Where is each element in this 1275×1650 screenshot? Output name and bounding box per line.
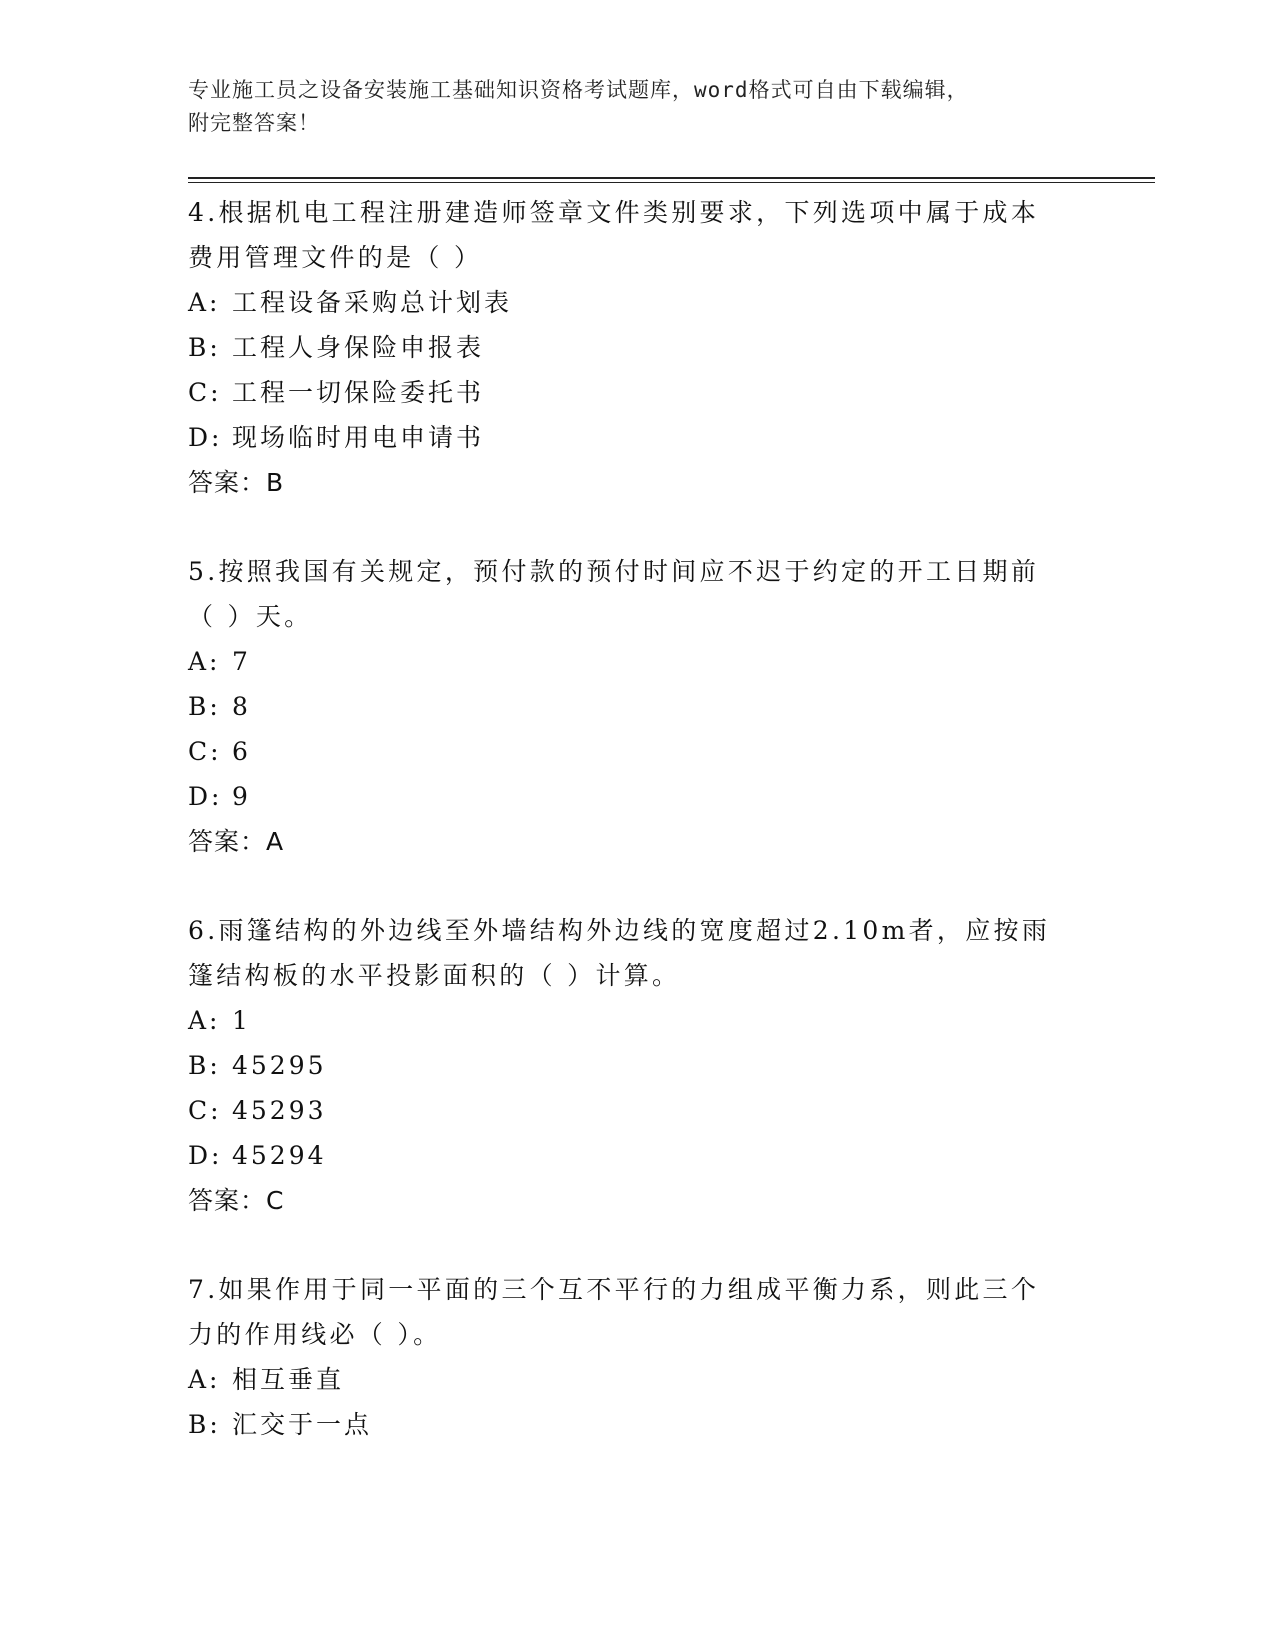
option-text: 1 bbox=[232, 1006, 251, 1035]
option-b bbox=[188, 1043, 1068, 1088]
option-a bbox=[188, 998, 1068, 1043]
option-a bbox=[188, 280, 1068, 325]
question-stem-line: 费用管理文件的是（ ） bbox=[188, 243, 483, 272]
question-6 bbox=[188, 908, 1068, 1223]
question-5 bbox=[188, 549, 1068, 864]
option-b bbox=[188, 684, 1068, 729]
question-stem-line: 4.根据机电工程注册建造师签章文件类别要求，下列选项中属于成本 bbox=[188, 198, 1040, 227]
option-text: 6 bbox=[232, 737, 251, 766]
option-key: B: bbox=[188, 1410, 221, 1439]
option-text: 现场临时用电申请书 bbox=[232, 423, 485, 452]
option-key: C: bbox=[188, 1096, 222, 1125]
question-stem-line: 7.如果作用于同一平面的三个互不平行的力组成平衡力系，则此三个 bbox=[188, 1275, 1040, 1304]
option-a bbox=[188, 1357, 1068, 1402]
question-stem-line: 6.雨篷结构的外边线至外墙结构外边线的宽度超过2.10m者，应按雨 bbox=[188, 916, 1051, 945]
option-c bbox=[188, 370, 1068, 415]
document-header bbox=[188, 74, 1068, 140]
question-stem-line: 5.按照我国有关规定，预付款的预付时间应不迟于约定的开工日期前 bbox=[188, 557, 1040, 586]
option-key: D: bbox=[188, 782, 223, 811]
option-b bbox=[188, 325, 1068, 370]
option-key: A: bbox=[188, 1006, 221, 1035]
option-key: B: bbox=[188, 1051, 221, 1080]
question-stem bbox=[188, 1267, 1068, 1357]
question-4 bbox=[188, 190, 1068, 505]
option-key: D: bbox=[188, 423, 223, 452]
question-stem bbox=[188, 190, 1068, 280]
option-d bbox=[188, 415, 1068, 460]
option-d bbox=[188, 774, 1068, 819]
question-7 bbox=[188, 1267, 1068, 1447]
option-text: 工程一切保险委托书 bbox=[232, 378, 485, 407]
option-text: 9 bbox=[232, 782, 251, 811]
option-text: 45293 bbox=[232, 1096, 327, 1125]
header-line-1: 专业施工员之设备安装施工基础知识资格考试题库，word格式可自由下载编辑， bbox=[188, 78, 969, 102]
option-text: 工程人身保险申报表 bbox=[232, 333, 485, 362]
question-stem-line: （ ）天。 bbox=[188, 602, 313, 631]
option-text: 相互垂直 bbox=[232, 1365, 345, 1394]
option-key: A: bbox=[188, 288, 221, 317]
question-list bbox=[188, 190, 1068, 1491]
answer-label: 答案：A bbox=[188, 827, 285, 856]
option-a bbox=[188, 639, 1068, 684]
option-key: C: bbox=[188, 737, 222, 766]
option-text: 8 bbox=[232, 692, 251, 721]
option-key: B: bbox=[188, 692, 221, 721]
option-key: A: bbox=[188, 1365, 221, 1394]
option-c bbox=[188, 729, 1068, 774]
option-c bbox=[188, 1088, 1068, 1133]
option-d bbox=[188, 1133, 1068, 1178]
option-text: 45295 bbox=[232, 1051, 327, 1080]
option-key: D: bbox=[188, 1141, 223, 1170]
option-key: A: bbox=[188, 647, 221, 676]
option-text: 45294 bbox=[232, 1141, 327, 1170]
option-key: C: bbox=[188, 378, 222, 407]
header-line-2: 附完整答案！ bbox=[188, 111, 320, 135]
option-text: 汇交于一点 bbox=[232, 1410, 373, 1439]
question-stem bbox=[188, 549, 1068, 639]
header-divider-thin bbox=[188, 182, 1155, 183]
header-divider-thick bbox=[188, 177, 1155, 179]
option-text: 7 bbox=[232, 647, 251, 676]
option-key: B: bbox=[188, 333, 221, 362]
option-text: 工程设备采购总计划表 bbox=[232, 288, 513, 317]
option-b bbox=[188, 1402, 1068, 1447]
question-stem bbox=[188, 908, 1068, 998]
question-stem-line: 力的作用线必（ ）。 bbox=[188, 1320, 442, 1349]
answer-label: 答案：C bbox=[188, 1186, 285, 1215]
question-stem-line: 篷结构板的水平投影面积的（ ）计算。 bbox=[188, 961, 681, 990]
answer-label: 答案：B bbox=[188, 468, 285, 497]
